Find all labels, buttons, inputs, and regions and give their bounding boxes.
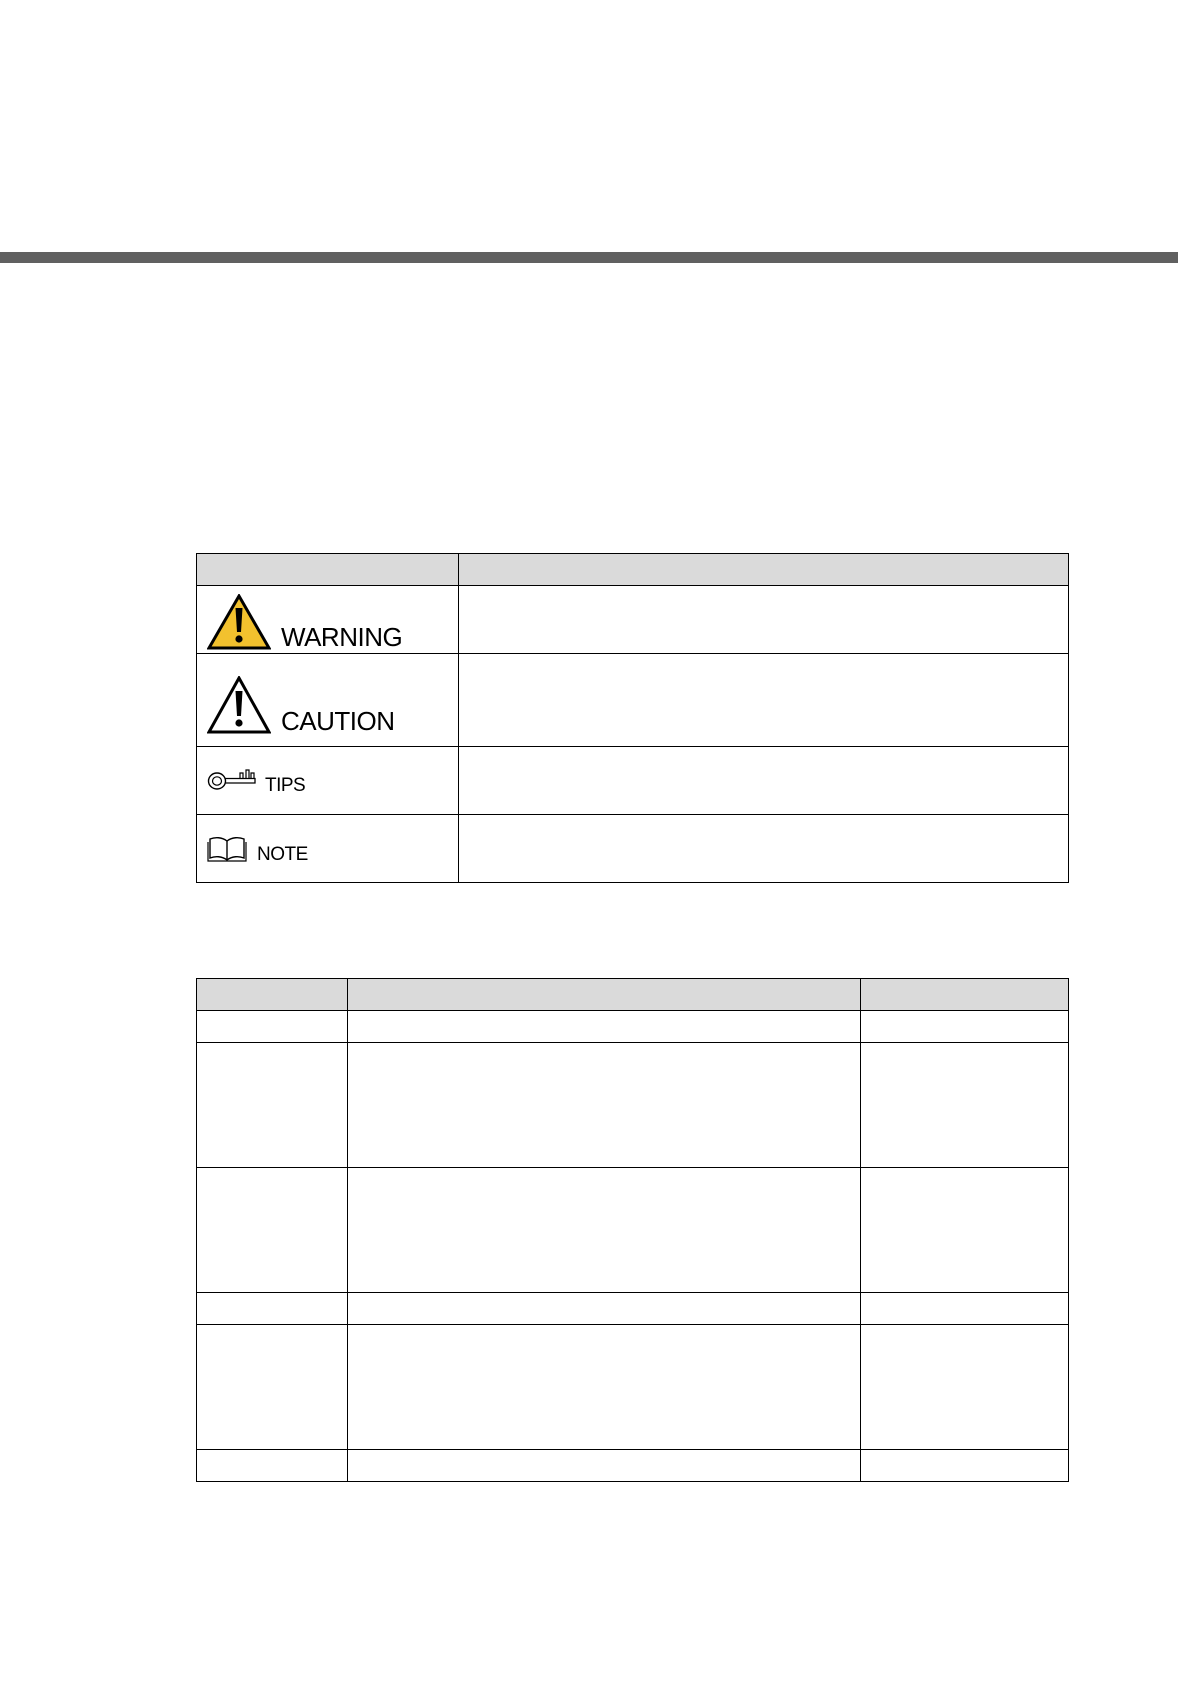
symbol-cell [197, 747, 459, 815]
table-cell [348, 1450, 861, 1482]
table-cell [861, 1450, 1069, 1482]
header-cell [861, 979, 1069, 1011]
header-cell [459, 554, 1069, 586]
table-cell [197, 1450, 348, 1482]
table-cell [197, 1325, 348, 1450]
signal-row-tips [197, 747, 1069, 815]
header-cell [348, 979, 861, 1011]
top-rule [0, 252, 1178, 263]
signal-description [459, 747, 1069, 815]
table-cell [348, 1168, 861, 1293]
signal-label: CAUTION [281, 706, 395, 736]
table-row [197, 1168, 1069, 1293]
signal-words-table [196, 553, 1069, 883]
table-cell [861, 1043, 1069, 1168]
table-cell [348, 1043, 861, 1168]
table-cell [197, 1168, 348, 1293]
symbol-cell [197, 815, 459, 883]
book-icon [207, 835, 247, 863]
signal-table-header [197, 554, 1069, 586]
table-row [197, 1011, 1069, 1043]
table-cell [348, 1293, 861, 1325]
revision-history-table [196, 978, 1069, 1482]
signal-description [459, 586, 1069, 654]
table-cell [348, 1011, 861, 1043]
signal-description [459, 654, 1069, 747]
table-cell [197, 1011, 348, 1043]
table-cell [861, 1011, 1069, 1043]
signal-row-warning [197, 586, 1069, 654]
caution-triangle-icon [207, 676, 271, 734]
signal-row-caution [197, 654, 1069, 747]
signal-label: NOTE [257, 844, 308, 865]
symbol-cell [197, 654, 459, 747]
symbol-cell [197, 586, 459, 654]
table-cell [197, 1293, 348, 1325]
header-cell [197, 979, 348, 1011]
table-cell [861, 1168, 1069, 1293]
table-row [197, 1325, 1069, 1450]
signal-description [459, 815, 1069, 883]
table-cell [197, 1043, 348, 1168]
warning-triangle-yellow-icon [207, 594, 271, 650]
table-row [197, 1450, 1069, 1482]
key-icon [207, 767, 257, 793]
table-row [197, 1043, 1069, 1168]
header-cell [197, 554, 459, 586]
signal-label: WARNING [281, 622, 403, 652]
table-cell [348, 1325, 861, 1450]
table-cell [861, 1293, 1069, 1325]
table-cell [861, 1325, 1069, 1450]
signal-row-note [197, 815, 1069, 883]
table-row [197, 1293, 1069, 1325]
history-table-header [197, 979, 1069, 1011]
signal-label: TIPS [265, 775, 306, 796]
